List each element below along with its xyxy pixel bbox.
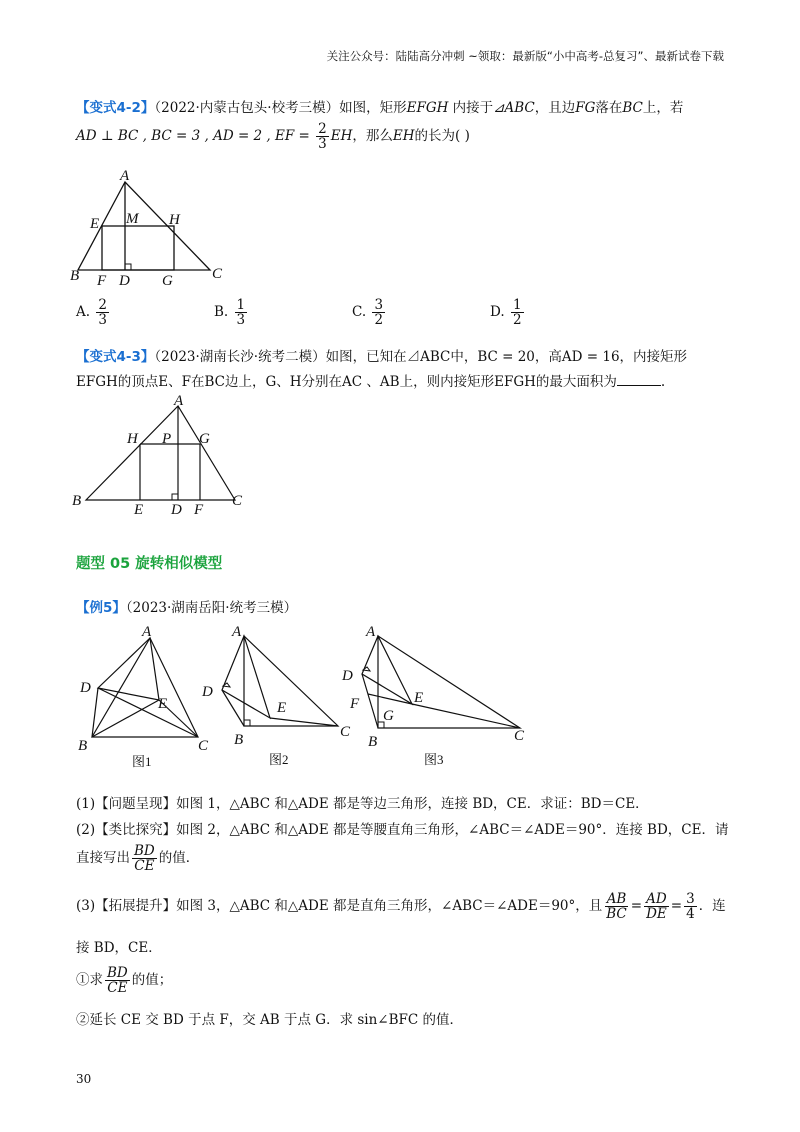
svg-text:F: F xyxy=(350,696,360,712)
page-number: 30 xyxy=(76,1072,92,1086)
q42-label-g: G xyxy=(162,273,173,289)
choice-b[interactable]: B. $\frac{1}{3}$ xyxy=(214,297,246,329)
ex5-tag: 【例5】 xyxy=(76,600,126,616)
svg-text:D: D xyxy=(171,502,182,518)
ex5-figure-1 xyxy=(78,624,209,769)
svg-text:A: A xyxy=(142,624,152,640)
q42-tag: 【变式4-2】 xyxy=(76,100,155,116)
q42-line1: 【变式4-2】（2022·内蒙古包头·校考三模）如图，矩形EFGH 内接于⊿ABC，且边FG落在BC上，若 xyxy=(76,100,684,116)
svg-text:H: H xyxy=(127,431,138,447)
svg-text:B: B xyxy=(234,732,244,748)
q43-line2: EFGH的顶点E、F在BC边上，G、H分别在AC 、AB上，则内接矩形EFGH的最大面积为 . xyxy=(76,374,666,390)
svg-text:B: B xyxy=(72,493,82,509)
q42-label-c: C xyxy=(212,266,223,282)
ex5-header: 【例5】（2023·湖南岳阳·统考三模） xyxy=(76,600,298,616)
q42-figure xyxy=(70,166,240,290)
svg-text:E: E xyxy=(158,696,168,712)
svg-text:图1: 图1 xyxy=(132,754,152,769)
svg-text:C: C xyxy=(340,724,351,740)
q43-tag: 【变式4-3】 xyxy=(76,349,155,365)
svg-text:C: C xyxy=(232,493,243,509)
page-header: 关注公众号：陆陆高分冲刺 ~领取：最新版“小中高考-总复习”、最新试卷下载 xyxy=(326,49,724,63)
svg-text:P: P xyxy=(162,431,172,447)
svg-text:A: A xyxy=(232,624,242,640)
section-title: 题型 05 旋转相似模型 xyxy=(76,556,223,572)
ex5-sub1: ①求 $\frac{BD}{CE}$ 的值； xyxy=(76,965,173,997)
q42-label-d: D xyxy=(119,273,130,289)
svg-text:D: D xyxy=(342,668,353,684)
q42-label-m: M xyxy=(126,211,139,227)
svg-text:E: E xyxy=(414,690,424,706)
q42-fraction: $\frac{2}{3}$ xyxy=(318,121,327,153)
ex5-figure-3 xyxy=(341,624,525,767)
svg-text:F: F xyxy=(194,502,204,518)
svg-text:D: D xyxy=(80,680,91,696)
q43-figure xyxy=(70,392,250,518)
q42-label-b: B xyxy=(70,268,80,284)
ex5-part2b: 直接写出 $\frac{BD}{CE}$ 的值． xyxy=(76,843,200,875)
svg-text:E: E xyxy=(277,700,287,716)
ex5-part3: (3)【拓展提升】如图 3，△ABC 和△ADE 都是直角三角形，∠ABC＝∠ADE＝90°，且 $\frac{AB}{BC}$ = $\frac{AD}{DE}$ = $\frac{3}{4}$ ．连 xyxy=(76,891,726,923)
svg-text:C: C xyxy=(198,738,209,754)
q42-label-f: F xyxy=(97,273,107,289)
svg-text:A: A xyxy=(174,393,184,409)
svg-text:B: B xyxy=(368,734,378,750)
q42-line2: AD ⊥ BC , BC = 3 , AD = 2 , EF = $\frac{2}{3}$ EH，那么EH的长为( ) xyxy=(76,121,470,153)
q42-label-a: A xyxy=(120,168,130,184)
ex5-figure-2 xyxy=(201,624,351,767)
q43-line1: 【变式4-3】（2023·湖南长沙·统考二模）如图，已知在⊿ABC中，BC = 20，高AD = 16，内接矩形 xyxy=(76,349,688,365)
svg-text:图3: 图3 xyxy=(424,752,444,767)
svg-text:G: G xyxy=(383,708,394,724)
ex5-figures xyxy=(72,622,542,774)
q42-label-e: E xyxy=(90,216,100,232)
choice-d[interactable]: D. $\frac{1}{2}$ xyxy=(490,297,522,329)
q42-label-h: H xyxy=(169,212,180,228)
svg-text:图2: 图2 xyxy=(269,752,289,767)
ex5-part3c: 接 BD，CE． xyxy=(76,940,162,956)
ex5-sub2: ②延长 CE 交 BD 于点 F，交 AB 于点 G．求 sin∠BFC 的值． xyxy=(76,1012,464,1028)
svg-text:E: E xyxy=(134,502,144,518)
svg-text:B: B xyxy=(78,738,88,754)
svg-text:D: D xyxy=(202,684,213,700)
choice-c[interactable]: C. $\frac{3}{2}$ xyxy=(352,297,384,329)
svg-text:A: A xyxy=(366,624,376,640)
choice-a[interactable]: A. $\frac{2}{3}$ xyxy=(76,297,107,329)
answer-blank[interactable] xyxy=(617,373,661,386)
ex5-part2: (2)【类比探究】如图 2，△ABC 和△ADE 都是等腰直角三角形，∠ABC＝∠ADE＝90°．连接 BD，CE．请 xyxy=(76,822,729,838)
svg-text:C: C xyxy=(514,728,525,744)
svg-text:G: G xyxy=(199,431,210,447)
ex5-part1: (1)【问题呈现】如图 1，△ABC 和△ADE 都是等边三角形，连接 BD，CE．求证：BD＝CE． xyxy=(76,796,649,812)
